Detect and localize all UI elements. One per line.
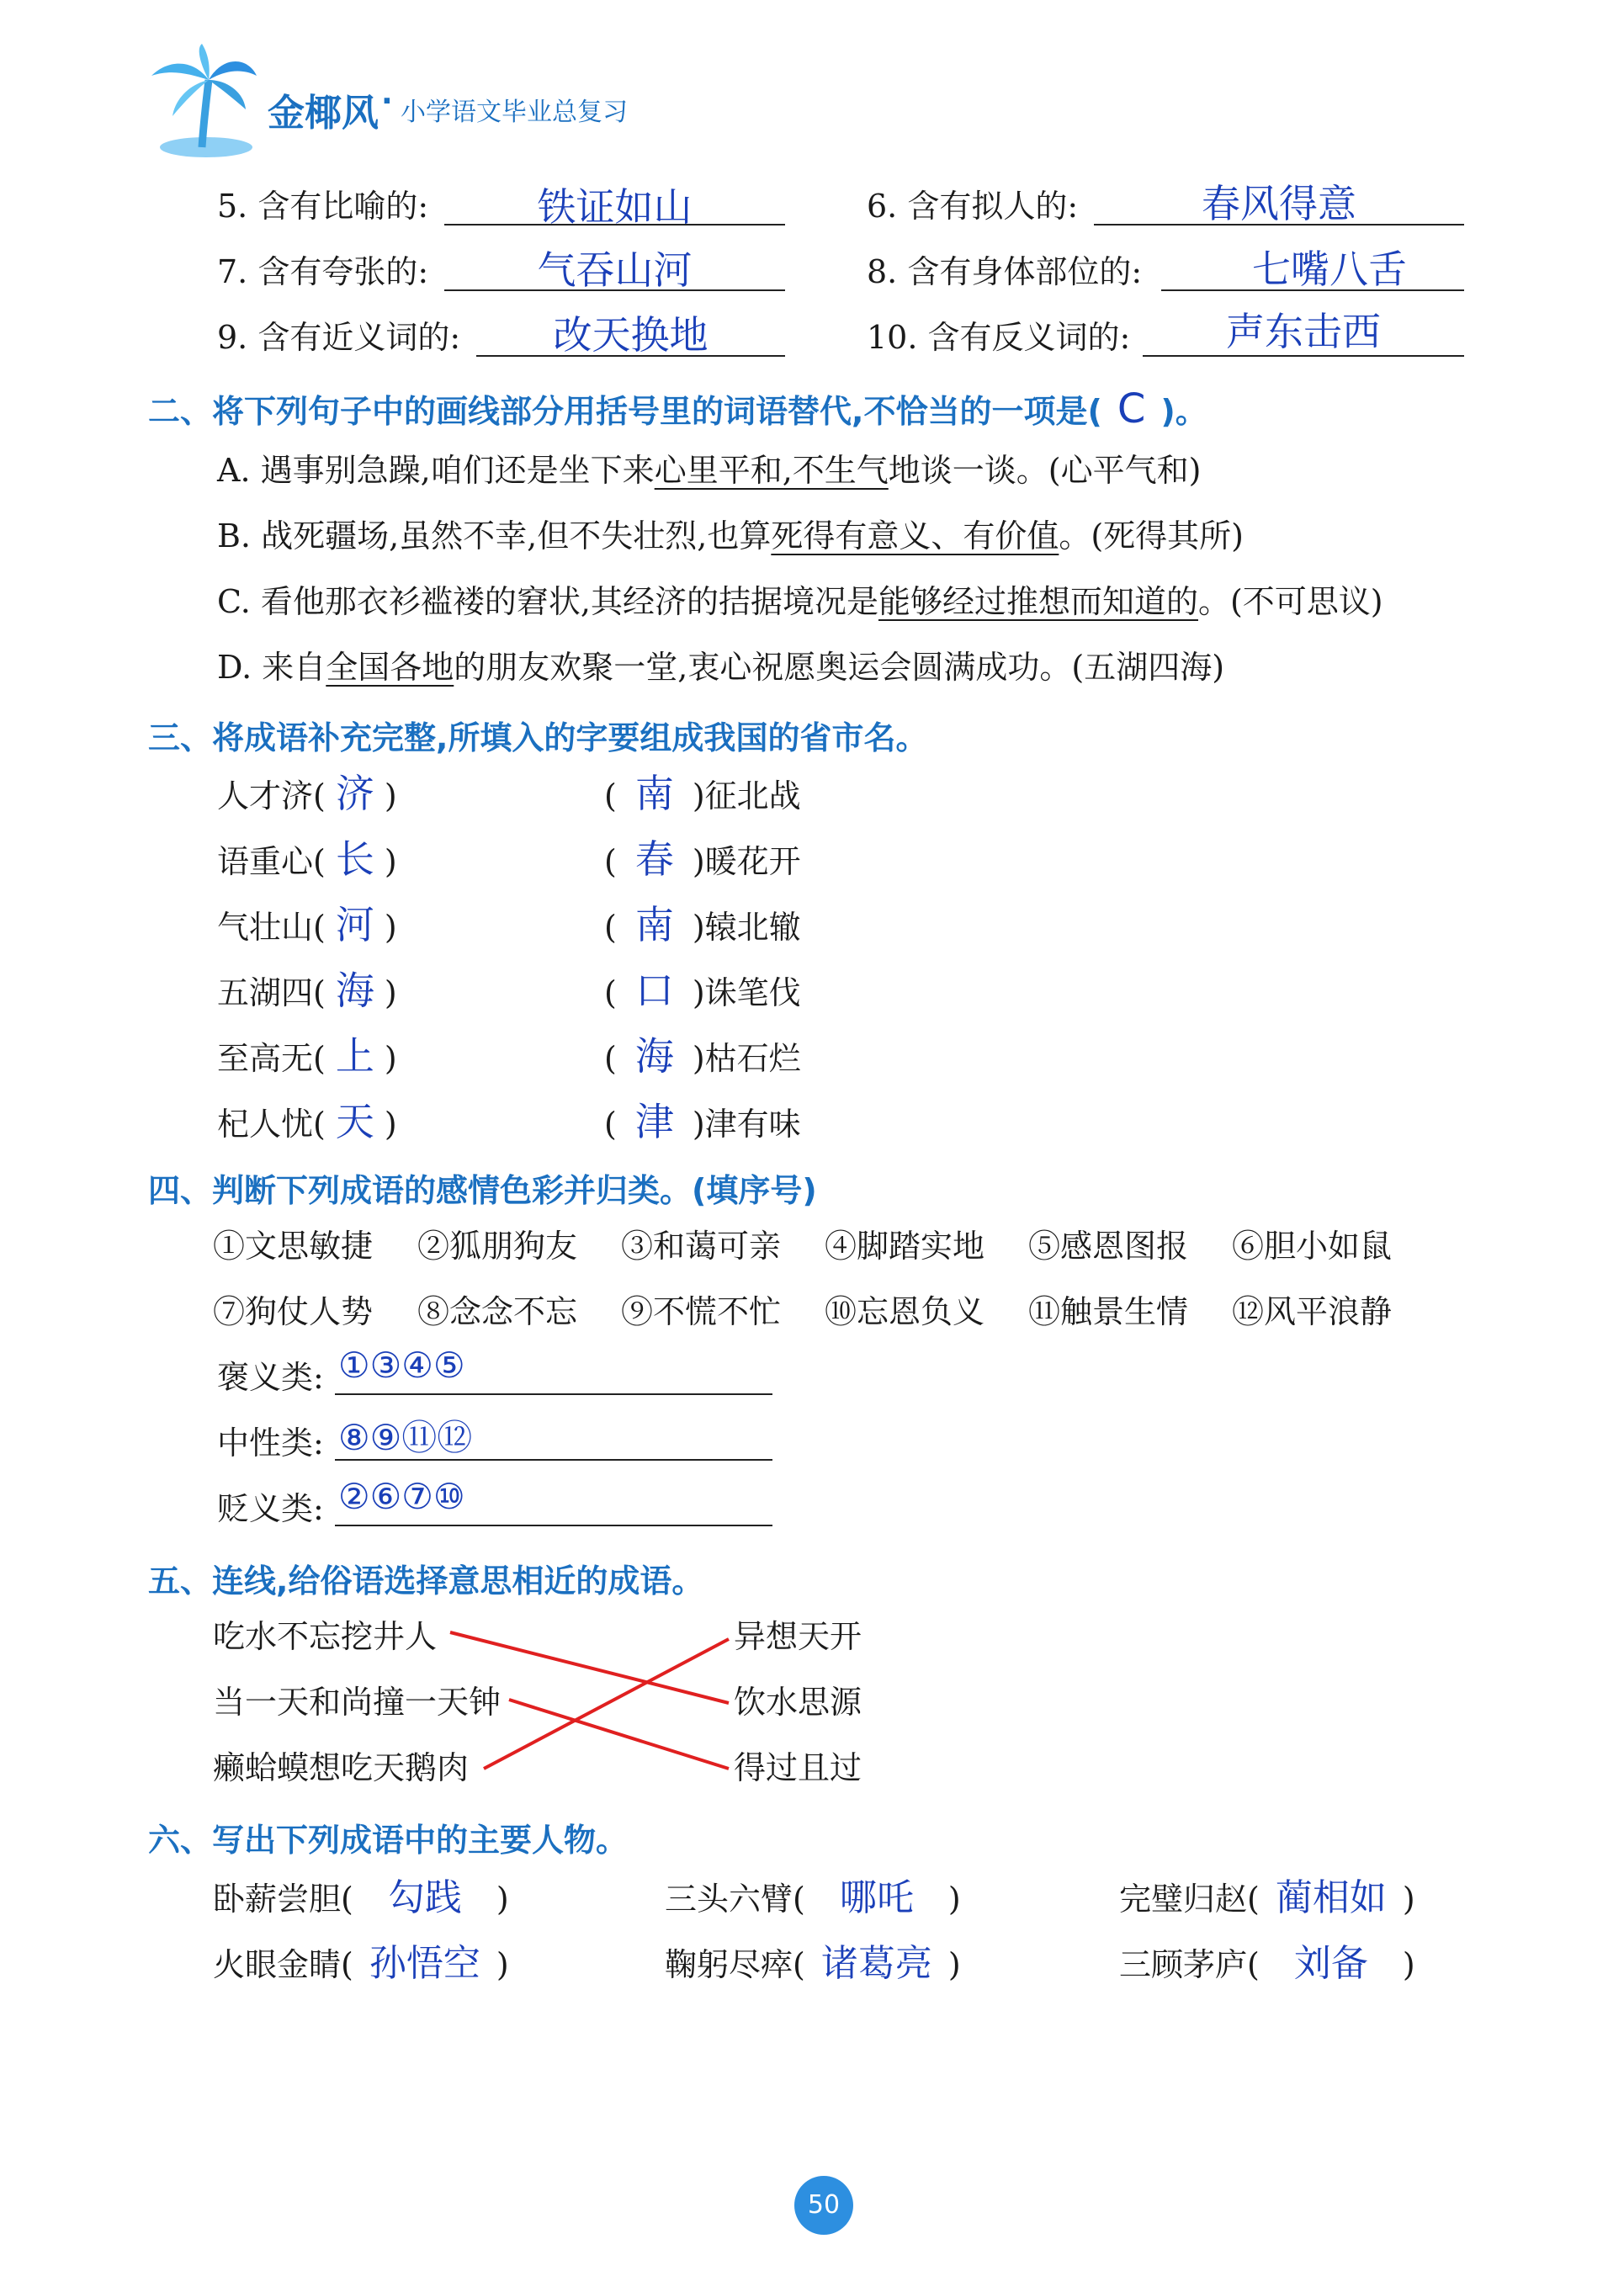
s3-right-answer: 口 <box>634 968 674 1013</box>
section5-title: 五、连线,给俗语选择意思相近的成语。 <box>148 1562 704 1600</box>
option-a-text: A. 遇事别急躁,咱们还是坐下来 <box>217 452 655 489</box>
s6-item-answer: 诸葛亮 <box>820 1942 932 1985</box>
s6-item-2 <box>665 1876 961 1919</box>
option-b-text: B. 战死疆场,虽然不幸,但不失壮烈,也算 <box>217 517 772 554</box>
s3-right-text: )诛笔伐 <box>692 974 801 1011</box>
s4-idiom-3: ③和蔼可亲 <box>621 1228 782 1265</box>
s6-item-label: 三头六臂( <box>665 1881 805 1918</box>
s4-idiom-7: ⑦狗仗人势 <box>213 1293 374 1330</box>
s3-right-answer: 津 <box>634 1099 674 1144</box>
match-line-1 <box>450 1632 729 1703</box>
option-c-underlined: 能够经过推想而知道的 <box>878 583 1198 620</box>
s5-proverb-3: 癞蛤蟆想吃天鹅肉 <box>213 1749 470 1786</box>
page-number-badge <box>794 2176 853 2235</box>
s3-right-text: )枯石烂 <box>692 1040 801 1077</box>
part1-label-9: 9. 含有近义词的: <box>217 319 461 356</box>
s3-right-text: )津有味 <box>692 1106 801 1143</box>
s3-right-answer: 南 <box>634 771 674 816</box>
s3-right-answer: 海 <box>634 1033 674 1079</box>
s3-right-text: )辕北辙 <box>692 909 801 946</box>
option-b-underlined: 死得有意义、有价值 <box>771 517 1059 554</box>
s3-left-close: ) <box>384 974 397 1011</box>
s3-left-close: ) <box>384 909 397 946</box>
s3-left-text: 杞人忧( <box>217 1106 326 1143</box>
header-subtitle: 小学语文毕业总复习 <box>401 98 628 127</box>
s6-item-label: 三顾茅庐( <box>1119 1946 1260 1983</box>
section2-title-text: 二、将下列句子中的画线部分用括号里的词语替代,不恰当的一项是( <box>148 393 1102 430</box>
s6-item-close: ) <box>947 1946 961 1983</box>
s4-idiom-2: ②狐朋狗友 <box>417 1228 578 1265</box>
brand-dot: · <box>381 84 393 119</box>
s3-left-answer: 海 <box>335 968 374 1013</box>
s6-item-close: ) <box>947 1881 961 1918</box>
s4-idiom-11: ⑪触景生情 <box>1028 1293 1189 1330</box>
s3-right-answer: 春 <box>634 836 674 882</box>
brand-name: 金椰风 <box>268 92 379 135</box>
s4-answer-neutral: ⑧⑨⑪⑫ <box>338 1417 473 1458</box>
s6-item-label: 完璧归赵( <box>1119 1881 1260 1918</box>
s3-left-answer: 天 <box>335 1099 374 1144</box>
s4-category-label-neutral: 中性类: <box>217 1425 324 1462</box>
s6-item-label: 火眼金睛( <box>213 1946 353 1983</box>
s6-item-4 <box>213 1942 509 1985</box>
s6-item-label: 鞠躬尽瘁( <box>665 1946 805 1983</box>
s3-left-close: ) <box>384 1040 397 1077</box>
s4-idiom-1: ①文思敏捷 <box>213 1228 374 1265</box>
option-d-underlined: 全国各地 <box>326 649 454 686</box>
s3-left-close: ) <box>384 843 397 880</box>
s6-item-label: 卧薪尝胆( <box>213 1881 353 1918</box>
s6-item-close: ) <box>496 1881 509 1918</box>
s4-answer-positive: ①③④⑤ <box>338 1345 465 1386</box>
option-b-tail: 。(死得其所) <box>1059 517 1244 554</box>
section2-answer: C <box>1117 385 1146 432</box>
s3-left-answer: 长 <box>335 836 374 882</box>
s5-proverb-2: 当一天和尚撞一天钟 <box>213 1684 502 1721</box>
s6-item-answer: 勾践 <box>387 1876 462 1919</box>
s3-right-answer: 南 <box>634 902 674 947</box>
s4-answer-negative: ②⑥⑦⑩ <box>338 1476 465 1517</box>
s6-item-answer: 刘备 <box>1293 1942 1368 1985</box>
part1-label-8: 8. 含有身体部位的: <box>867 253 1143 290</box>
s3-left-close: ) <box>384 777 397 814</box>
s3-right-open: ( <box>604 843 617 880</box>
s4-idiom-10: ⑩忘恩负义 <box>825 1293 985 1330</box>
s6-item-close: ) <box>1402 1881 1415 1918</box>
s4-idiom-8: ⑧念念不忘 <box>417 1293 578 1330</box>
part1-answer-10: 声东击西 <box>1226 309 1381 354</box>
s3-left-text: 至高无( <box>217 1040 326 1077</box>
s3-left-text: 五湖四( <box>217 974 326 1011</box>
part1-label-7: 7. 含有夸张的: <box>217 253 429 290</box>
s3-right-open: ( <box>604 1040 617 1077</box>
option-d-tail: 的朋友欢聚一堂,衷心祝愿奥运会圆满成功。(五湖四海) <box>454 649 1225 686</box>
part1-label-10: 10. 含有反义词的: <box>867 319 1131 356</box>
part1-label-5: 5. 含有比喻的: <box>217 188 429 225</box>
s3-left-text: 气壮山( <box>217 909 326 946</box>
s5-idiom-3: 得过且过 <box>734 1749 862 1786</box>
s3-left-answer: 上 <box>335 1033 374 1079</box>
option-c-text: C. 看他那衣衫褴褛的窘状,其经济的拮据境况是 <box>217 583 878 620</box>
part1-answer-7: 气吞山河 <box>537 247 693 293</box>
s3-right-open: ( <box>604 777 617 814</box>
s3-right-text: )征北战 <box>692 777 801 814</box>
s3-left-text: 语重心( <box>217 843 326 880</box>
s4-idiom-6: ⑥胆小如鼠 <box>1232 1228 1393 1265</box>
s3-left-text: 人才济( <box>217 777 326 814</box>
section2-title-close: )。 <box>1160 393 1207 430</box>
s5-proverb-1: 吃水不忘挖井人 <box>213 1618 438 1655</box>
match-line-2 <box>509 1700 729 1769</box>
option-a-tail: 地谈一谈。(心平气和) <box>888 452 1202 489</box>
s6-item-3 <box>1119 1876 1415 1919</box>
part1-label-6: 6. 含有拟人的: <box>867 188 1079 225</box>
s3-left-answer: 济 <box>335 771 374 816</box>
s6-item-close: ) <box>1402 1946 1415 1983</box>
section4-title: 四、判断下列成语的感情色彩并归类。(填序号) <box>148 1172 817 1209</box>
s6-item-1 <box>213 1876 509 1919</box>
s6-item-close: ) <box>496 1946 509 1983</box>
s4-idiom-4: ④脚踏实地 <box>825 1228 985 1265</box>
s3-right-open: ( <box>604 974 617 1011</box>
s4-idiom-5: ⑤感恩图报 <box>1028 1228 1189 1265</box>
page-number: 50 <box>807 2190 841 2220</box>
s6-item-6 <box>1119 1942 1415 1985</box>
s6-item-5 <box>665 1942 961 1985</box>
s6-item-answer: 蔺相如 <box>1275 1876 1387 1919</box>
s5-idiom-2: 饮水思源 <box>734 1684 862 1721</box>
part1-answer-8: 七嘴八舌 <box>1252 247 1407 292</box>
s4-idiom-12: ⑫风平浪静 <box>1232 1293 1393 1330</box>
option-a-underlined: 心里平和,不生气 <box>654 452 889 489</box>
section3-title: 三、将成语补充完整,所填入的字要组成我国的省市名。 <box>148 719 928 756</box>
s3-right-open: ( <box>604 1106 617 1143</box>
s6-item-answer: 哪吒 <box>839 1876 914 1919</box>
s3-right-open: ( <box>604 909 617 946</box>
s5-idiom-1: 异想天开 <box>734 1618 862 1655</box>
s3-left-close: ) <box>384 1106 397 1143</box>
part1-answer-9: 改天换地 <box>553 312 709 358</box>
s4-idiom-9: ⑨不慌不忙 <box>621 1293 782 1330</box>
section6-title: 六、写出下列成语中的主要人物。 <box>148 1822 629 1859</box>
option-d-text: D. 来自 <box>217 649 326 686</box>
s4-category-label-negative: 贬义类: <box>217 1490 324 1527</box>
s3-left-answer: 河 <box>335 902 374 947</box>
s4-category-label-positive: 褒义类: <box>217 1359 324 1396</box>
part1-answer-6: 春风得意 <box>1202 181 1356 226</box>
s6-item-answer: 孙悟空 <box>369 1942 480 1985</box>
option-c-tail: 。(不可思议) <box>1197 583 1383 620</box>
part1-answer-5: 铁证如山 <box>537 184 693 230</box>
s3-right-text: )暖花开 <box>692 843 801 880</box>
